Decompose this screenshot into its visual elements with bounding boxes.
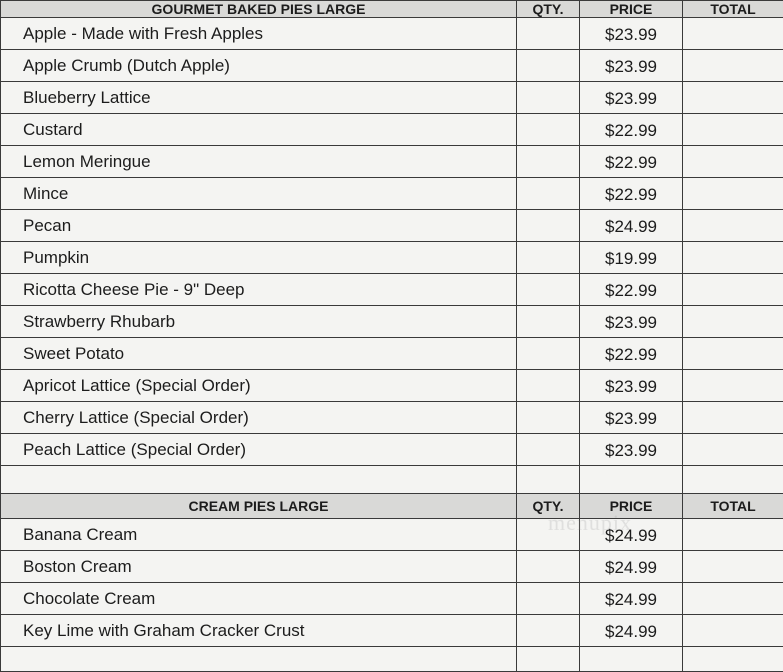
gourmet-item-row [1,82,783,114]
gourmet-item-row [1,274,783,306]
gourmet-item-row [1,50,783,82]
qty-cell[interactable] [517,18,580,50]
qty-header: QTY. [517,1,580,18]
item-name: Pecan [1,210,517,242]
qty-cell[interactable] [517,306,580,338]
blank-cell [1,647,517,672]
total-cell[interactable] [683,583,783,615]
item-name: Apricot Lattice (Special Order) [1,370,517,402]
item-name: Banana Cream [1,519,517,551]
total-cell[interactable] [683,370,783,402]
item-name: Lemon Meringue [1,146,517,178]
cream-item-row [1,583,783,615]
item-price: $23.99 [580,434,683,466]
item-price: $22.99 [580,114,683,146]
qty-cell[interactable] [517,402,580,434]
item-name: Cherry Lattice (Special Order) [1,402,517,434]
blank-cell [683,466,783,494]
cream-section-title: CREAM PIES LARGE [1,494,517,519]
cream-item-row [1,615,783,647]
item-price: $19.99 [580,242,683,274]
total-cell[interactable] [683,519,783,551]
item-price: $23.99 [580,50,683,82]
qty-cell[interactable] [517,338,580,370]
gourmet-item-row [1,370,783,402]
item-price: $22.99 [580,178,683,210]
price-header: PRICE [580,494,683,519]
item-name: Chocolate Cream [1,583,517,615]
blank-cell [580,647,683,672]
item-price: $24.99 [580,210,683,242]
item-price: $22.99 [580,338,683,370]
qty-cell[interactable] [517,583,580,615]
qty-cell[interactable] [517,274,580,306]
blank-cell [517,466,580,494]
total-header: TOTAL [683,494,783,519]
qty-cell[interactable] [517,615,580,647]
blank-row [1,647,783,672]
qty-cell[interactable] [517,178,580,210]
total-header: TOTAL [683,1,783,18]
total-cell[interactable] [683,274,783,306]
gourmet-item-row [1,242,783,274]
order-form-body [1,1,783,672]
watermark-logo: menupix [548,510,632,536]
gourmet-item-row [1,178,783,210]
gourmet-header-row [1,1,783,18]
total-cell[interactable] [683,242,783,274]
gourmet-item-row [1,210,783,242]
total-cell[interactable] [683,210,783,242]
blank-cell [683,647,783,672]
qty-cell[interactable] [517,370,580,402]
item-price: $23.99 [580,82,683,114]
gourmet-item-row [1,114,783,146]
gourmet-item-row [1,146,783,178]
total-cell[interactable] [683,146,783,178]
total-cell[interactable] [683,338,783,370]
item-price: $23.99 [580,370,683,402]
qty-cell[interactable] [517,146,580,178]
qty-cell[interactable] [517,114,580,146]
item-price: $24.99 [580,583,683,615]
item-price: $23.99 [580,18,683,50]
item-price: $24.99 [580,551,683,583]
total-cell[interactable] [683,615,783,647]
item-name: Strawberry Rhubarb [1,306,517,338]
item-name: Pumpkin [1,242,517,274]
gourmet-section-title: GOURMET BAKED PIES LARGE [1,1,517,18]
total-cell[interactable] [683,306,783,338]
total-cell[interactable] [683,402,783,434]
total-cell[interactable] [683,551,783,583]
total-cell[interactable] [683,178,783,210]
item-name: Apple - Made with Fresh Apples [1,18,517,50]
qty-cell[interactable] [517,242,580,274]
gourmet-item-row [1,402,783,434]
item-price: $23.99 [580,306,683,338]
item-name: Boston Cream [1,551,517,583]
item-name: Ricotta Cheese Pie - 9" Deep [1,274,517,306]
item-name: Sweet Potato [1,338,517,370]
blank-cell [580,466,683,494]
item-name: Mince [1,178,517,210]
item-name: Key Lime with Graham Cracker Crust [1,615,517,647]
item-price: $23.99 [580,402,683,434]
gourmet-item-row [1,338,783,370]
gourmet-item-row [1,306,783,338]
item-name: Custard [1,114,517,146]
qty-cell[interactable] [517,82,580,114]
item-name: Apple Crumb (Dutch Apple) [1,50,517,82]
cream-item-row [1,551,783,583]
item-price: $24.99 [580,519,683,551]
qty-cell[interactable] [517,434,580,466]
total-cell[interactable] [683,50,783,82]
item-name: Peach Lattice (Special Order) [1,434,517,466]
item-price: $22.99 [580,146,683,178]
item-price: $24.99 [580,615,683,647]
gourmet-item-row [1,434,783,466]
blank-cell [517,647,580,672]
cream-header-row [1,494,783,519]
gourmet-item-row [1,18,783,50]
blank-cell [1,466,517,494]
qty-cell[interactable] [517,50,580,82]
qty-header: QTY. [517,494,580,519]
item-name: Blueberry Lattice [1,82,517,114]
qty-cell[interactable] [517,210,580,242]
qty-cell[interactable] [517,551,580,583]
section-spacer-row [1,466,783,494]
cream-item-row [1,519,783,551]
total-cell[interactable] [683,82,783,114]
item-price: $22.99 [580,274,683,306]
total-cell[interactable] [683,114,783,146]
total-cell[interactable] [683,434,783,466]
price-header: PRICE [580,1,683,18]
total-cell[interactable] [683,18,783,50]
